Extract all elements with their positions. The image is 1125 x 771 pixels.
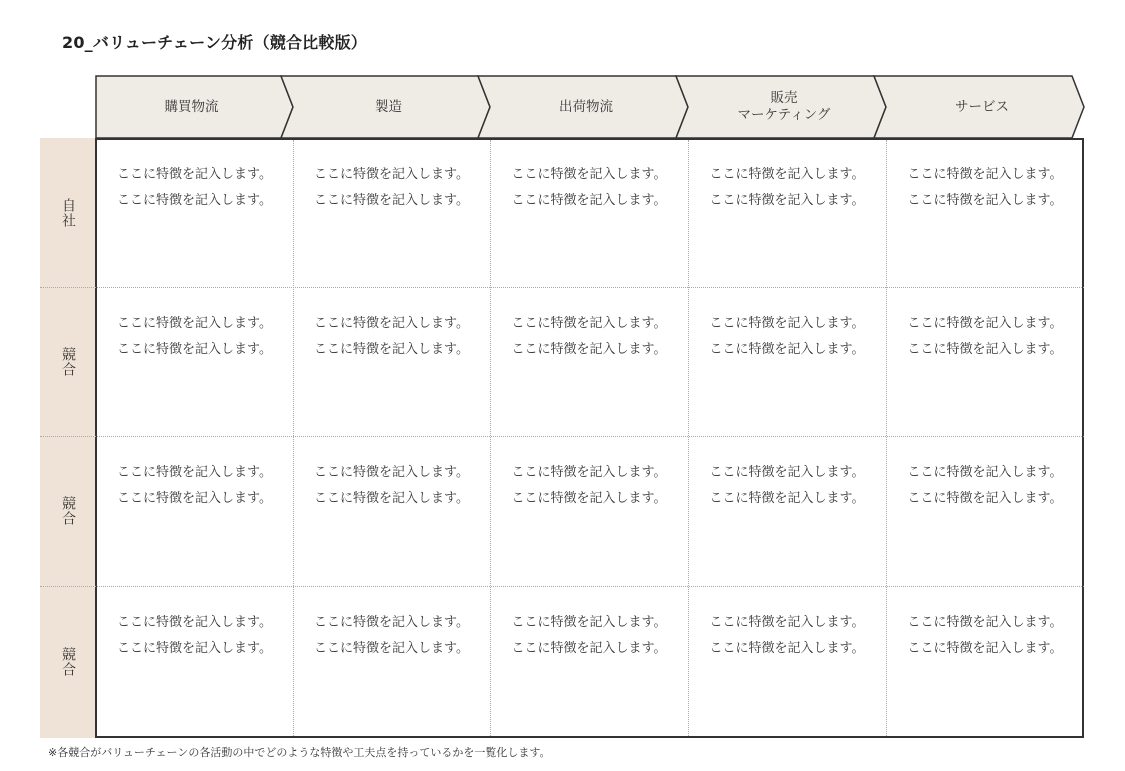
feature-text: ここに特徴を記入します。	[117, 316, 272, 331]
feature-cell[interactable]	[688, 287, 886, 435]
feature-cell[interactable]	[688, 586, 886, 734]
column-header-2: 製造	[375, 98, 402, 115]
feature-text: ここに特徴を記入します。	[511, 641, 667, 656]
feature-cell[interactable]	[886, 436, 1084, 584]
row-label-4: 競合	[60, 647, 76, 677]
feature-text: ここに特徴を記入します。	[314, 641, 469, 656]
feature-cell[interactable]	[293, 287, 490, 435]
feature-text: ここに特徴を記入します。	[907, 316, 1063, 331]
feature-text: ここに特徴を記入します。	[709, 316, 865, 331]
feature-text: ここに特徴を記入します。	[511, 465, 667, 480]
feature-cell[interactable]	[688, 138, 886, 286]
feature-cell[interactable]	[96, 138, 293, 286]
row-label-3: 競合	[60, 496, 76, 526]
column-header-4: 販売 マーケティング	[737, 90, 831, 123]
feature-text: ここに特徴を記入します。	[314, 491, 469, 506]
feature-text: ここに特徴を記入します。	[709, 491, 865, 506]
feature-text: ここに特徴を記入します。	[511, 193, 667, 208]
feature-text: ここに特徴を記入します。	[907, 641, 1063, 656]
feature-text: ここに特徴を記入します。	[709, 342, 865, 357]
feature-cell[interactable]	[688, 436, 886, 584]
feature-cell[interactable]	[490, 436, 688, 584]
feature-cell[interactable]	[96, 287, 293, 435]
feature-text: ここに特徴を記入します。	[117, 167, 272, 182]
feature-cell[interactable]	[293, 138, 490, 286]
footnote: ※各競合がバリューチェーンの各活動の中でどのような特徴や工夫点を持っているかを一覧化します。	[48, 746, 551, 759]
feature-text: ここに特徴を記入します。	[117, 342, 272, 357]
feature-text: ここに特徴を記入します。	[117, 491, 272, 506]
feature-cell[interactable]	[293, 436, 490, 584]
feature-text: ここに特徴を記入します。	[314, 193, 469, 208]
feature-text: ここに特徴を記入します。	[709, 615, 865, 630]
feature-text: ここに特徴を記入します。	[117, 465, 272, 480]
column-header-5: サービス	[955, 98, 1009, 115]
feature-text: ここに特徴を記入します。	[907, 491, 1063, 506]
feature-text: ここに特徴を記入します。	[314, 615, 469, 630]
feature-text: ここに特徴を記入します。	[709, 167, 865, 182]
feature-text: ここに特徴を記入します。	[511, 167, 667, 182]
feature-text: ここに特徴を記入します。	[117, 193, 272, 208]
page-title: 20_バリューチェーン分析（競合比較版）	[62, 33, 367, 52]
feature-text: ここに特徴を記入します。	[907, 167, 1063, 182]
feature-text: ここに特徴を記入します。	[907, 465, 1063, 480]
feature-cell[interactable]	[886, 586, 1084, 734]
feature-text: ここに特徴を記入します。	[907, 193, 1063, 208]
feature-text: ここに特徴を記入します。	[907, 615, 1063, 630]
feature-text: ここに特徴を記入します。	[511, 316, 667, 331]
feature-cell[interactable]	[96, 436, 293, 584]
column-header-3: 出荷物流	[559, 98, 613, 115]
feature-text: ここに特徴を記入します。	[314, 465, 469, 480]
feature-text: ここに特徴を記入します。	[314, 316, 469, 331]
feature-cell[interactable]	[490, 586, 688, 734]
row-label-1: 自社	[60, 197, 76, 228]
column-header-1: 購買物流	[164, 98, 219, 115]
row-label-2: 競合	[60, 346, 76, 377]
feature-text: ここに特徴を記入します。	[907, 342, 1063, 357]
feature-text: ここに特徴を記入します。	[314, 167, 469, 182]
feature-text: ここに特徴を記入します。	[511, 342, 667, 357]
feature-cell[interactable]	[886, 287, 1084, 435]
feature-text: ここに特徴を記入します。	[709, 641, 865, 656]
feature-text: ここに特徴を記入します。	[511, 615, 667, 630]
feature-text: ここに特徴を記入します。	[511, 491, 667, 506]
feature-text: ここに特徴を記入します。	[709, 193, 865, 208]
feature-text: ここに特徴を記入します。	[314, 342, 469, 357]
feature-text: ここに特徴を記入します。	[117, 641, 272, 656]
feature-text: ここに特徴を記入します。	[709, 465, 865, 480]
feature-cell[interactable]	[886, 138, 1084, 286]
feature-cell[interactable]	[96, 586, 293, 734]
feature-cell[interactable]	[490, 138, 688, 286]
feature-cell[interactable]	[490, 287, 688, 435]
feature-text: ここに特徴を記入します。	[117, 615, 272, 630]
feature-cell[interactable]	[293, 586, 490, 734]
